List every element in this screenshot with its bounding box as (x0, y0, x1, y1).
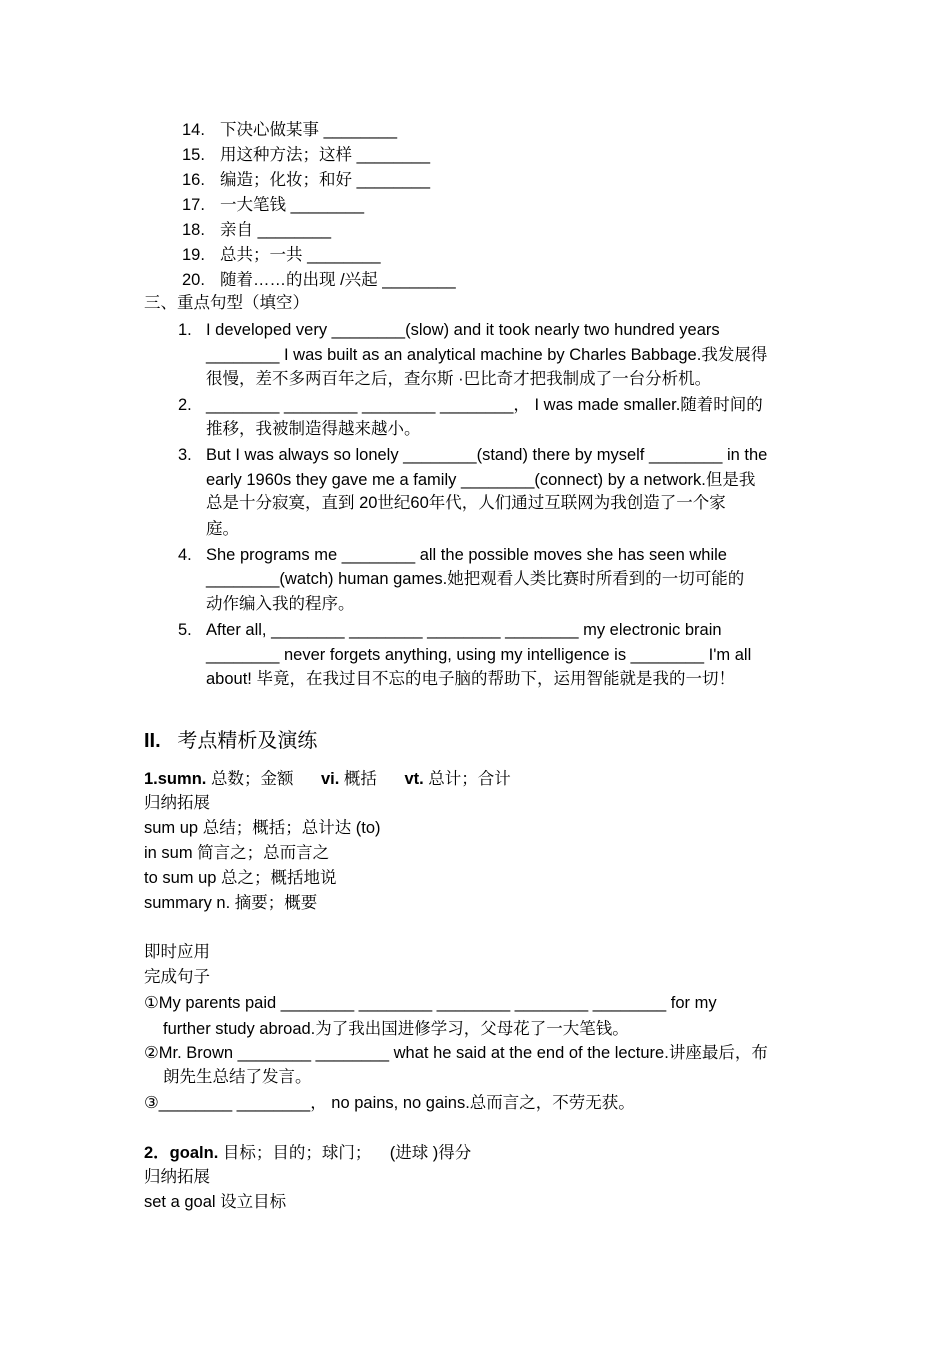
vocab-item (182, 119, 397, 141)
vocab-text: 随着……的出现 /兴起 ________ (220, 271, 456, 289)
sentence-line: I developed very ________(slow) and it took nearly two hundred years (206, 321, 720, 339)
vocab-number: 14. (182, 121, 205, 139)
expand-label: 归纳拓展 (144, 1168, 210, 1186)
vocab-number: 20. (182, 271, 205, 289)
entry-word: 1.sum (144, 770, 192, 788)
entry-pos: n. (191, 770, 207, 788)
part-heading (144, 730, 317, 752)
sentence-line: ________ never forgets anything, using my intelligence is ________ I'm all (206, 646, 752, 664)
complete-label: 完成句子 (144, 968, 210, 986)
entry-word: 2．goal (144, 1144, 204, 1162)
expand-line: to sum up 总之；概括地说 (144, 869, 337, 887)
vocab-number: 17. (182, 196, 205, 214)
vocab-number: 16. (182, 171, 205, 189)
exercise-line: ②Mr. Brown ________ ________ what he said at the end of the lecture.讲座最后，布 (144, 1044, 768, 1062)
vocab-number: 19. (182, 246, 205, 264)
practice-label: 即时应用 (144, 943, 210, 961)
sentence-line: 推移，我被制造得越来越小。 (206, 420, 421, 438)
vocab-text: 编造；化妆；和好 ________ (220, 171, 430, 189)
entry-def: 目标；目的；球门； (222, 1144, 372, 1162)
vocab-number: 15. (182, 146, 205, 164)
sentence-line: 总是十分寂寞，直到 20世纪60年代，人们通过互联网为我创造了一个家 (206, 494, 726, 512)
entry-def: 总数；金额 (210, 770, 294, 788)
vocab-item (182, 144, 430, 166)
entry-def: 总计；合计 (428, 770, 511, 788)
section-title: 三、重点句型（填空） (144, 294, 309, 312)
expand-line: set a goal 设立目标 (144, 1193, 287, 1211)
vocab-entry-goal (144, 1142, 471, 1164)
sentence-line: ________(watch) human games.她把观看人类比赛时所看到的一切可能的 (206, 570, 745, 588)
sentence-line: 庭。 (206, 520, 239, 538)
entry-pos: vi. (320, 770, 340, 788)
vocab-text: 用这种方法；这样 ________ (220, 146, 430, 164)
entry-pos: n. (203, 1144, 219, 1162)
entry-pos: vt. (404, 770, 424, 788)
sentence-number: 2. (178, 396, 192, 414)
vocab-item (182, 269, 456, 291)
vocab-text: 一大笔钱 ________ (220, 196, 364, 214)
entry-def: 概括 (343, 770, 377, 788)
vocab-text: 亲自 ________ (220, 221, 331, 239)
sentence-line: ________ I was built as an analytical machine by Charles Babbage.我发展得 (206, 346, 768, 364)
vocab-text: 总共；一共 ________ (220, 246, 381, 264)
vocab-text: 下决心做某事 ________ (220, 121, 397, 139)
sentence-line: about! 毕竟，在我过目不忘的电子脑的帮助下，运用智能就是我的一切！ (206, 670, 735, 688)
exercise-line: ③________ ________， no pains, no gains.总而言之，不劳无获。 (144, 1094, 635, 1112)
sentence-line: 动作编入我的程序。 (206, 595, 355, 613)
sentence-line: 很慢，差不多两百年之后，查尔斯 ·巴比奇才把我制成了一台分析机。 (206, 370, 712, 388)
exercise-line: ①My parents paid ________ ________ ________ ________ ________ for my (144, 994, 717, 1012)
vocab-item (182, 244, 381, 266)
vocab-item (182, 194, 364, 216)
vocab-item (182, 169, 430, 191)
sentence-number: 4. (178, 546, 192, 564)
expand-label: 归纳拓展 (144, 794, 210, 812)
expand-line: in sum 简言之；总而言之 (144, 844, 330, 862)
part-number: II. (144, 730, 161, 752)
sentence-number: 3. (178, 446, 192, 464)
expand-line: sum up 总结；概括；总计达 (to) (144, 819, 381, 837)
sentence-number: 5. (178, 621, 192, 639)
part-title: 考点精析及演练 (177, 730, 318, 752)
entry-def: (进球 )得分 (389, 1144, 472, 1162)
vocab-number: 18. (182, 221, 205, 239)
exercise-line: further study abroad.为了我出国进修学习，父母花了一大笔钱。 (163, 1020, 629, 1038)
sentence-line: ________ ________ ________ ________， I was made smaller.随着时间的 (206, 396, 763, 414)
sentence-line: early 1960s they gave me a family ________(connect) by a network.但是我 (206, 471, 756, 489)
sentence-number: 1. (178, 321, 192, 339)
sentence-line: But I was always so lonely ________(stand) there by myself ________ in the (206, 446, 768, 464)
expand-line: summary n. 摘要；概要 (144, 894, 318, 912)
vocab-item (182, 219, 331, 241)
sentence-line: She programs me ________ all the possible moves she has seen while (206, 546, 727, 564)
vocab-entry-sum (144, 768, 511, 790)
sentence-line: After all, ________ ________ ________ ________ my electronic brain (206, 621, 722, 639)
exercise-line: 朗先生总结了发言。 (163, 1068, 312, 1086)
